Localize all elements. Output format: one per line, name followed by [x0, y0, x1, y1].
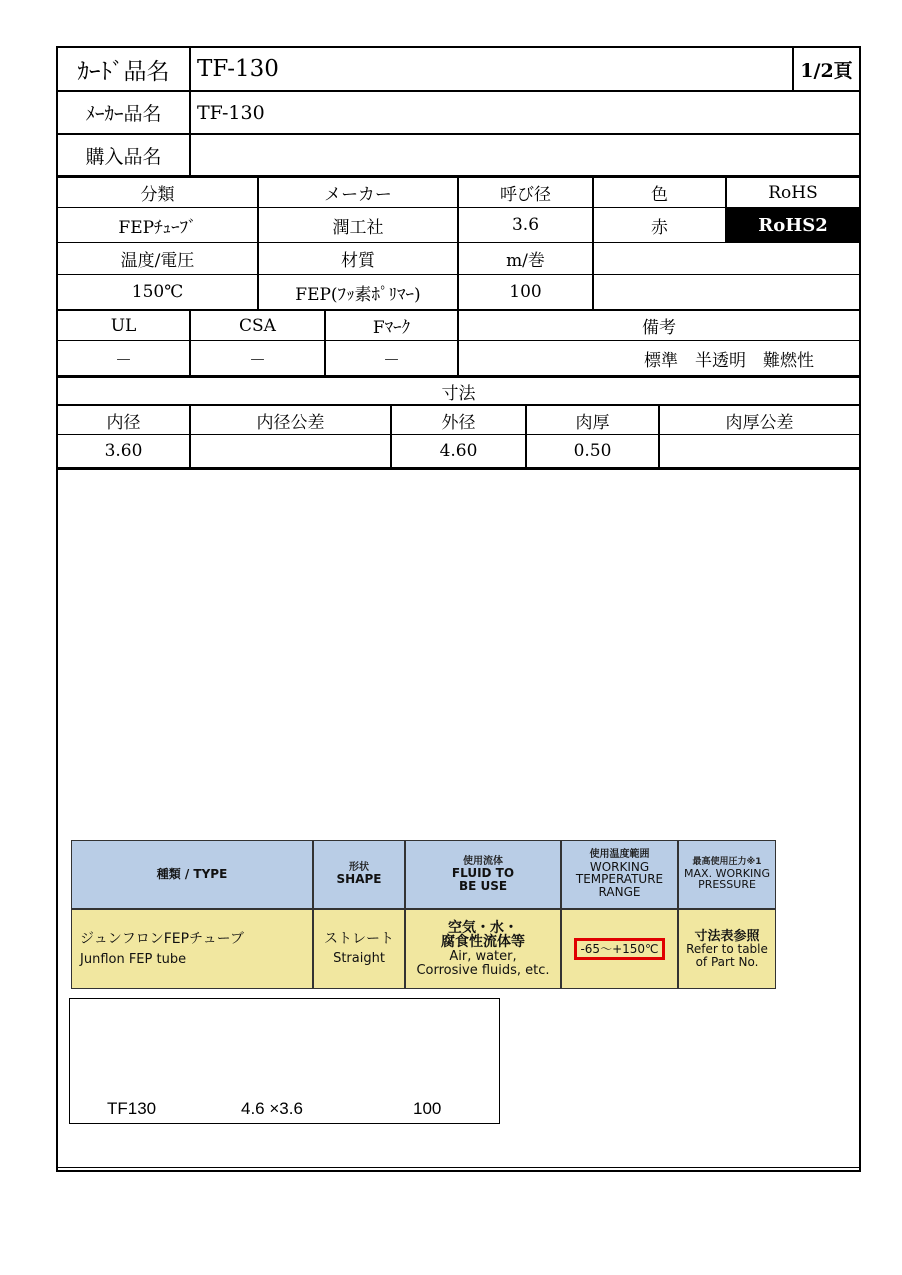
outer-diameter-header: 外径	[441, 412, 476, 433]
card-name-label: ｶｰﾄﾞ品名	[77, 58, 170, 85]
temperature-cell	[561, 909, 678, 989]
remarks-header: 備考	[642, 318, 676, 338]
inner-diameter-tolerance-header: 内径公差	[256, 412, 325, 433]
temp-voltage-header: 温度/電圧	[120, 251, 195, 271]
temperature-header-en1: WORKING	[589, 859, 650, 874]
dimensions-title: 寸法	[441, 383, 476, 404]
pressure-header-en2: PRESSURE	[698, 878, 756, 892]
f-mark-header: Fﾏｰｸ	[372, 318, 411, 338]
fluid-en2: Corrosive fluids, etc.	[416, 962, 550, 978]
temp-voltage-value: 150℃	[131, 282, 184, 302]
wall-thickness-tolerance-value	[660, 435, 859, 467]
inner-diameter-tolerance-value	[191, 435, 390, 467]
maker-name-label: ﾒｰｶｰ品名	[85, 103, 162, 125]
shape-jp: ストレート	[324, 931, 394, 948]
part-number: TF130	[107, 1099, 157, 1118]
part-number-box	[69, 998, 500, 1124]
category-header: 分類	[140, 185, 175, 205]
shape-en: Straight	[333, 951, 385, 967]
csa-header: CSA	[239, 315, 276, 336]
inner-diameter-value: 3.60	[104, 441, 143, 461]
outer-diameter-value: 4.60	[439, 441, 478, 461]
temperature-header-en2: TEMPERATURE	[575, 872, 664, 887]
nominal-size-header: 呼び径	[500, 185, 551, 205]
length-per-roll-value: 100	[509, 282, 542, 302]
fluid-jp1: 空気・水・	[448, 919, 518, 936]
fluid-header	[405, 840, 561, 909]
pressure-cell	[678, 909, 776, 989]
maker-name-value: TF-130	[197, 101, 265, 124]
color-header: 色	[651, 185, 668, 205]
fluid-jp2: 腐食性流体等	[441, 934, 525, 951]
length-per-roll-header: m/巻	[506, 251, 545, 271]
shape-header-en: SHAPE	[336, 872, 382, 887]
ul-value: －	[115, 350, 132, 371]
temperature-range-highlight: -65～+150℃	[574, 938, 664, 961]
nominal-size-value: 3.6	[511, 215, 540, 235]
blank-value	[594, 275, 859, 309]
rohs-value: RoHS2	[727, 208, 859, 242]
remarks-value: 標準 半透明 難燃性	[644, 350, 814, 371]
color-value: 赤	[651, 217, 668, 238]
page-number: 1/2頁	[800, 59, 853, 82]
csa-value: －	[249, 350, 266, 371]
rule	[56, 467, 861, 470]
pressure-en2: of Part No.	[695, 954, 759, 969]
wall-thickness-header: 肉厚	[575, 412, 610, 433]
shape-header	[313, 840, 405, 909]
wall-thickness-value: 0.50	[573, 441, 612, 461]
card-name-value: TF-130	[197, 56, 279, 82]
part-quantity: 100	[413, 1099, 442, 1118]
part-size: 4.6 ×3.6	[241, 1099, 303, 1118]
shape-cell	[313, 909, 405, 989]
purchase-name-label: 購入品名	[85, 145, 162, 168]
material-header: 材質	[341, 251, 375, 271]
rohs-header: RoHS	[768, 182, 818, 203]
type-header	[71, 840, 313, 909]
temperature-header	[561, 840, 678, 909]
frame-bottom-double-line	[56, 1167, 861, 1172]
inner-diameter-header: 内径	[106, 412, 141, 433]
temperature-header-jp: 使用温度範囲	[589, 849, 650, 861]
pressure-header	[678, 840, 776, 909]
ul-header: UL	[110, 315, 137, 336]
shape-header-jp: 形状	[349, 861, 369, 873]
type-en: Junflon FEP tube	[80, 951, 187, 967]
maker-value: 潤工社	[332, 217, 384, 238]
type-cell	[71, 909, 313, 989]
blank-header	[594, 243, 859, 274]
wall-thickness-tolerance-header: 肉厚公差	[725, 412, 794, 433]
fluid-header-en1: FLUID TO	[451, 866, 515, 881]
type-header-label: 種類 / TYPE	[156, 867, 228, 882]
fluid-header-jp: 使用流体	[463, 855, 503, 867]
fluid-en1: Air, water,	[449, 949, 517, 965]
pressure-header-jp: 最高使用圧力※1	[692, 857, 762, 868]
temperature-header-en3: RANGE	[598, 885, 641, 900]
category-value: FEPﾁｭｰﾌﾞ	[118, 217, 197, 238]
type-jp: ジュンフロンFEPチューブ	[80, 930, 244, 947]
maker-header: メーカー	[324, 185, 392, 205]
material-value: FEP(ﾌｯ素ﾎﾟﾘﾏｰ)	[295, 284, 421, 305]
pressure-en1: Refer to table	[686, 942, 768, 957]
f-mark-value: －	[383, 350, 400, 371]
fluid-cell	[405, 909, 561, 989]
pressure-header-en1: MAX. WORKING	[684, 866, 770, 880]
pressure-jp: 寸法表参照	[694, 928, 760, 944]
purchase-name-value	[191, 135, 791, 175]
fluid-header-en2: BE USE	[458, 878, 508, 893]
